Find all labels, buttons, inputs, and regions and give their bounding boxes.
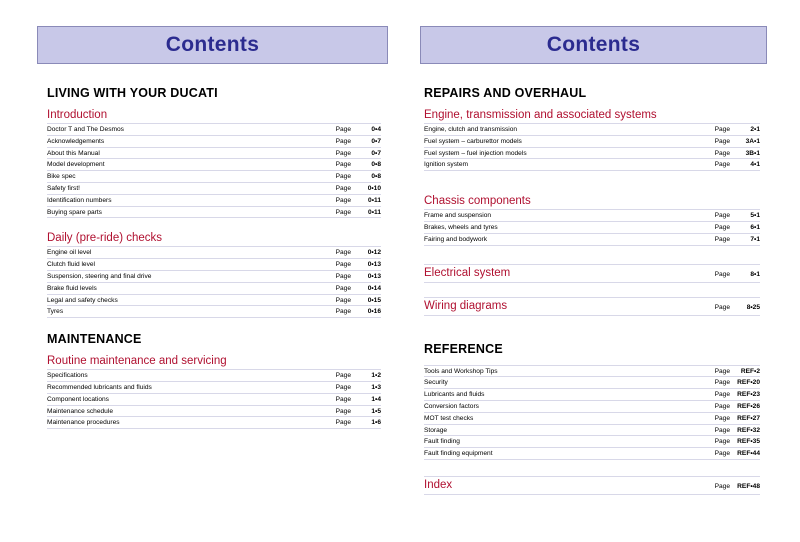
entry-page-number: 0•11 xyxy=(368,208,381,216)
entry-page-label: Page xyxy=(335,261,351,269)
entry-page-number: 1•2 xyxy=(371,372,381,380)
table-row[interactable] xyxy=(424,412,760,424)
entry-page-label: Page xyxy=(714,450,730,458)
entry-page-number: 3A•1 xyxy=(745,137,760,145)
contents-header-title: Contents xyxy=(165,33,260,56)
entry-page-number: REF•20 xyxy=(737,379,760,387)
entry-title: Fairing and bodywork xyxy=(424,235,488,243)
entry-page-label: Page xyxy=(335,184,351,192)
entry-page-label: Page xyxy=(714,270,730,278)
entry-title: Electrical system xyxy=(424,266,511,279)
subsection-title-chassis-components: Chassis components xyxy=(424,195,531,208)
entry-page-label: Page xyxy=(714,212,730,220)
entry-title: Ignition system xyxy=(424,161,468,169)
subsection-daily-pre-ride-checks xyxy=(47,232,381,318)
entry-page-number: REF•27 xyxy=(737,414,760,422)
table-row[interactable] xyxy=(47,370,381,382)
entry-page-label: Page xyxy=(714,402,730,410)
section-heading-living-with-your-ducati: LIVING WITH YOUR DUCATI xyxy=(47,86,218,100)
table-row[interactable] xyxy=(47,194,381,206)
table-row[interactable] xyxy=(424,264,760,282)
table-row[interactable] xyxy=(424,135,760,147)
entry-title: Brakes, wheels and tyres xyxy=(424,223,498,231)
entry-page-label: Page xyxy=(335,173,351,181)
subsection-chassis-components xyxy=(424,195,760,245)
table-row[interactable] xyxy=(47,381,381,393)
entry-page-label: Page xyxy=(335,296,351,304)
table-row[interactable] xyxy=(424,476,760,494)
entry-title: Fault finding xyxy=(424,438,460,446)
entry-page-label: Page xyxy=(714,223,730,231)
table-row[interactable] xyxy=(47,393,381,405)
table-row[interactable] xyxy=(47,206,381,218)
section-heading-maintenance: MAINTENANCE xyxy=(47,332,142,347)
entry-title: Frame and suspension xyxy=(424,212,492,220)
entry-page-label: Page xyxy=(714,414,730,422)
toc-table-wiring-diagrams xyxy=(424,297,760,316)
table-row[interactable] xyxy=(47,417,381,429)
entry-page-number: 0•12 xyxy=(367,249,381,257)
entry-page-label: Page xyxy=(335,395,351,403)
entry-page-label: Page xyxy=(714,482,730,490)
table-row[interactable] xyxy=(47,405,381,417)
entry-page-label: Page xyxy=(335,208,351,216)
entry-page-label: Page xyxy=(714,161,730,169)
entry-page-label: Page xyxy=(335,372,351,380)
entry-page-number: REF•26 xyxy=(737,402,760,410)
toc-table-daily-checks xyxy=(47,246,381,318)
table-row[interactable] xyxy=(424,377,760,389)
table-row[interactable] xyxy=(47,135,381,147)
entry-page-label: Page xyxy=(335,272,351,280)
table-row[interactable] xyxy=(47,182,381,194)
table-row[interactable] xyxy=(424,436,760,448)
page-right xyxy=(400,0,800,542)
table-row[interactable] xyxy=(47,282,381,294)
table-row[interactable] xyxy=(424,389,760,401)
contents-body-right xyxy=(424,86,760,504)
entry-title: Conversion factors xyxy=(424,402,479,410)
entry-page-label: Page xyxy=(335,126,351,133)
entry-title: Index xyxy=(424,478,453,491)
contents-body-left xyxy=(47,86,381,443)
table-row[interactable] xyxy=(47,294,381,306)
table-row[interactable] xyxy=(424,210,760,222)
entry-page-number: 1•5 xyxy=(371,407,381,415)
table-row[interactable] xyxy=(47,306,381,318)
toc-table-engine-transmission xyxy=(424,123,760,171)
entry-page-number: 5•1 xyxy=(750,212,760,220)
table-row[interactable] xyxy=(47,159,381,171)
entry-page-label: Page xyxy=(714,391,730,399)
entry-page-number: 0•13 xyxy=(367,261,381,269)
entry-page-label: Page xyxy=(714,367,730,375)
entry-page-number: REF•44 xyxy=(737,450,760,458)
toc-table-routine-maintenance xyxy=(47,369,381,429)
subsection-title-routine-maintenance: Routine maintenance and servicing xyxy=(47,355,227,368)
entry-title: Buying spare parts xyxy=(47,208,102,216)
entry-title: Clutch fluid level xyxy=(47,261,96,269)
entry-electrical-system[interactable] xyxy=(424,264,760,283)
entry-title: Legal and safety checks xyxy=(47,296,118,304)
entry-title: Identification numbers xyxy=(47,196,112,204)
table-row[interactable] xyxy=(424,159,760,171)
entry-page-number: REF•35 xyxy=(737,438,760,446)
entry-page-number: 8•1 xyxy=(750,270,760,278)
entry-page-number: 0•13 xyxy=(367,272,381,280)
entry-page-number: 0•15 xyxy=(367,296,381,304)
entry-wiring-diagrams[interactable] xyxy=(424,297,760,316)
entry-title: Recommended lubricants and fluids xyxy=(47,383,152,391)
entry-page-label: Page xyxy=(714,438,730,446)
entry-page-label: Page xyxy=(335,308,351,316)
entry-page-number: 4•1 xyxy=(750,161,760,169)
table-row[interactable] xyxy=(424,124,760,136)
entry-title: Specifications xyxy=(47,372,88,380)
entry-title: Brake fluid levels xyxy=(47,284,97,292)
toc-table-introduction xyxy=(47,123,381,218)
contents-header-left xyxy=(37,26,388,64)
entry-page-number: 0•7 xyxy=(371,149,381,157)
entry-page-number: 0•16 xyxy=(367,308,381,316)
entry-title: Fault finding equipment xyxy=(424,450,493,458)
toc-table-chassis-components xyxy=(424,209,760,245)
entry-page-label: Page xyxy=(335,284,351,292)
entry-page-label: Page xyxy=(714,303,730,311)
subsection-reference-entries xyxy=(424,365,760,460)
entry-title: Storage xyxy=(424,426,448,434)
entry-title: Maintenance schedule xyxy=(47,407,113,415)
table-row[interactable] xyxy=(424,424,760,436)
entry-page-label: Page xyxy=(335,161,351,169)
entry-page-number: REF•48 xyxy=(737,482,760,490)
table-row[interactable] xyxy=(47,124,381,136)
entry-title: Wiring diagrams xyxy=(424,299,508,312)
entry-page-label: Page xyxy=(714,426,730,434)
subsection-introduction xyxy=(47,109,381,218)
toc-table-index xyxy=(424,476,760,495)
entry-page-number: 0•4 xyxy=(371,126,381,133)
subsection-engine-transmission xyxy=(424,109,760,171)
section-heading-repairs-and-overhaul: REPAIRS AND OVERHAUL xyxy=(424,86,587,100)
entry-page-number: REF•32 xyxy=(737,426,760,434)
section-heading-reference: REFERENCE xyxy=(424,341,503,356)
entry-page-number: 0•7 xyxy=(371,137,381,145)
entry-title: Fuel system – fuel injection models xyxy=(424,149,527,157)
toc-table-reference xyxy=(424,365,760,460)
toc-table-electrical-system xyxy=(424,264,760,283)
entry-index[interactable] xyxy=(424,476,760,495)
entry-title: About this Manual xyxy=(47,149,100,157)
entry-title: Maintenance procedures xyxy=(47,419,120,427)
table-row[interactable] xyxy=(47,270,381,282)
table-row[interactable] xyxy=(424,400,760,412)
table-row[interactable] xyxy=(47,171,381,183)
entry-page-number: 7•1 xyxy=(750,235,760,243)
table-row[interactable] xyxy=(47,259,381,271)
entry-title: MOT test checks xyxy=(424,414,474,422)
entry-title: Bike spec xyxy=(47,173,76,181)
entry-page-label: Page xyxy=(714,137,730,145)
entry-page-label: Page xyxy=(335,137,351,145)
entry-page-number: REF•23 xyxy=(737,391,760,399)
entry-page-label: Page xyxy=(714,149,730,157)
entry-title: Model development xyxy=(47,161,105,169)
table-row[interactable] xyxy=(424,365,760,377)
subsection-routine-maintenance xyxy=(47,355,381,429)
table-row[interactable] xyxy=(424,221,760,233)
table-row[interactable] xyxy=(424,233,760,245)
entry-page-label: Page xyxy=(335,383,351,391)
entry-page-number: 1•4 xyxy=(371,395,381,403)
table-row[interactable] xyxy=(424,448,760,460)
entry-title: Fuel system – carburettor models xyxy=(424,137,522,145)
entry-page-number: 0•8 xyxy=(371,161,381,169)
entry-page-label: Page xyxy=(714,235,730,243)
entry-page-label: Page xyxy=(335,407,351,415)
entry-title: Suspension, steering and final drive xyxy=(47,272,152,280)
entry-page-number: 6•1 xyxy=(750,223,760,231)
table-row[interactable] xyxy=(47,147,381,159)
subsection-title-introduction: Introduction xyxy=(47,109,108,121)
entry-title: Engine, clutch and transmission xyxy=(424,126,518,133)
contents-header-title: Contents xyxy=(546,33,641,56)
entry-page-number: 1•6 xyxy=(371,419,381,427)
entry-page-number: REF•2 xyxy=(740,367,760,375)
entry-title: Security xyxy=(424,379,448,387)
contents-header-right xyxy=(420,26,767,64)
entry-title: Doctor T and The Desmos xyxy=(47,126,124,133)
entry-page-label: Page xyxy=(335,419,351,427)
entry-title: Tools and Workshop Tips xyxy=(424,367,498,375)
entry-page-number: 0•10 xyxy=(367,184,381,192)
entry-title: Component locations xyxy=(47,395,109,403)
entry-page-number: 0•11 xyxy=(368,196,381,204)
entry-page-number: 8•25 xyxy=(746,303,760,311)
entry-page-label: Page xyxy=(335,249,351,257)
entry-page-label: Page xyxy=(714,126,730,133)
entry-page-label: Page xyxy=(335,196,351,204)
table-row[interactable] xyxy=(424,297,760,315)
entry-page-number: 1•3 xyxy=(371,383,381,391)
entry-page-number: 0•14 xyxy=(367,284,381,292)
entry-page-number: 2•1 xyxy=(750,126,760,133)
entry-page-label: Page xyxy=(714,379,730,387)
entry-title: Lubricants and fluids xyxy=(424,391,485,399)
subsection-title-daily-checks: Daily (pre-ride) checks xyxy=(47,232,163,245)
table-row[interactable] xyxy=(47,247,381,259)
table-row[interactable] xyxy=(424,147,760,159)
entry-page-label: Page xyxy=(335,149,351,157)
entry-page-number: 3B•1 xyxy=(745,149,760,157)
entry-title: Tyres xyxy=(47,308,64,316)
entry-title: Engine oil level xyxy=(47,249,92,257)
entry-title: Safety first! xyxy=(47,184,80,192)
entry-title: Acknowledgements xyxy=(47,137,105,145)
entry-page-number: 0•8 xyxy=(371,173,381,181)
subsection-title-engine-transmission: Engine, transmission and associated systems xyxy=(424,109,657,121)
